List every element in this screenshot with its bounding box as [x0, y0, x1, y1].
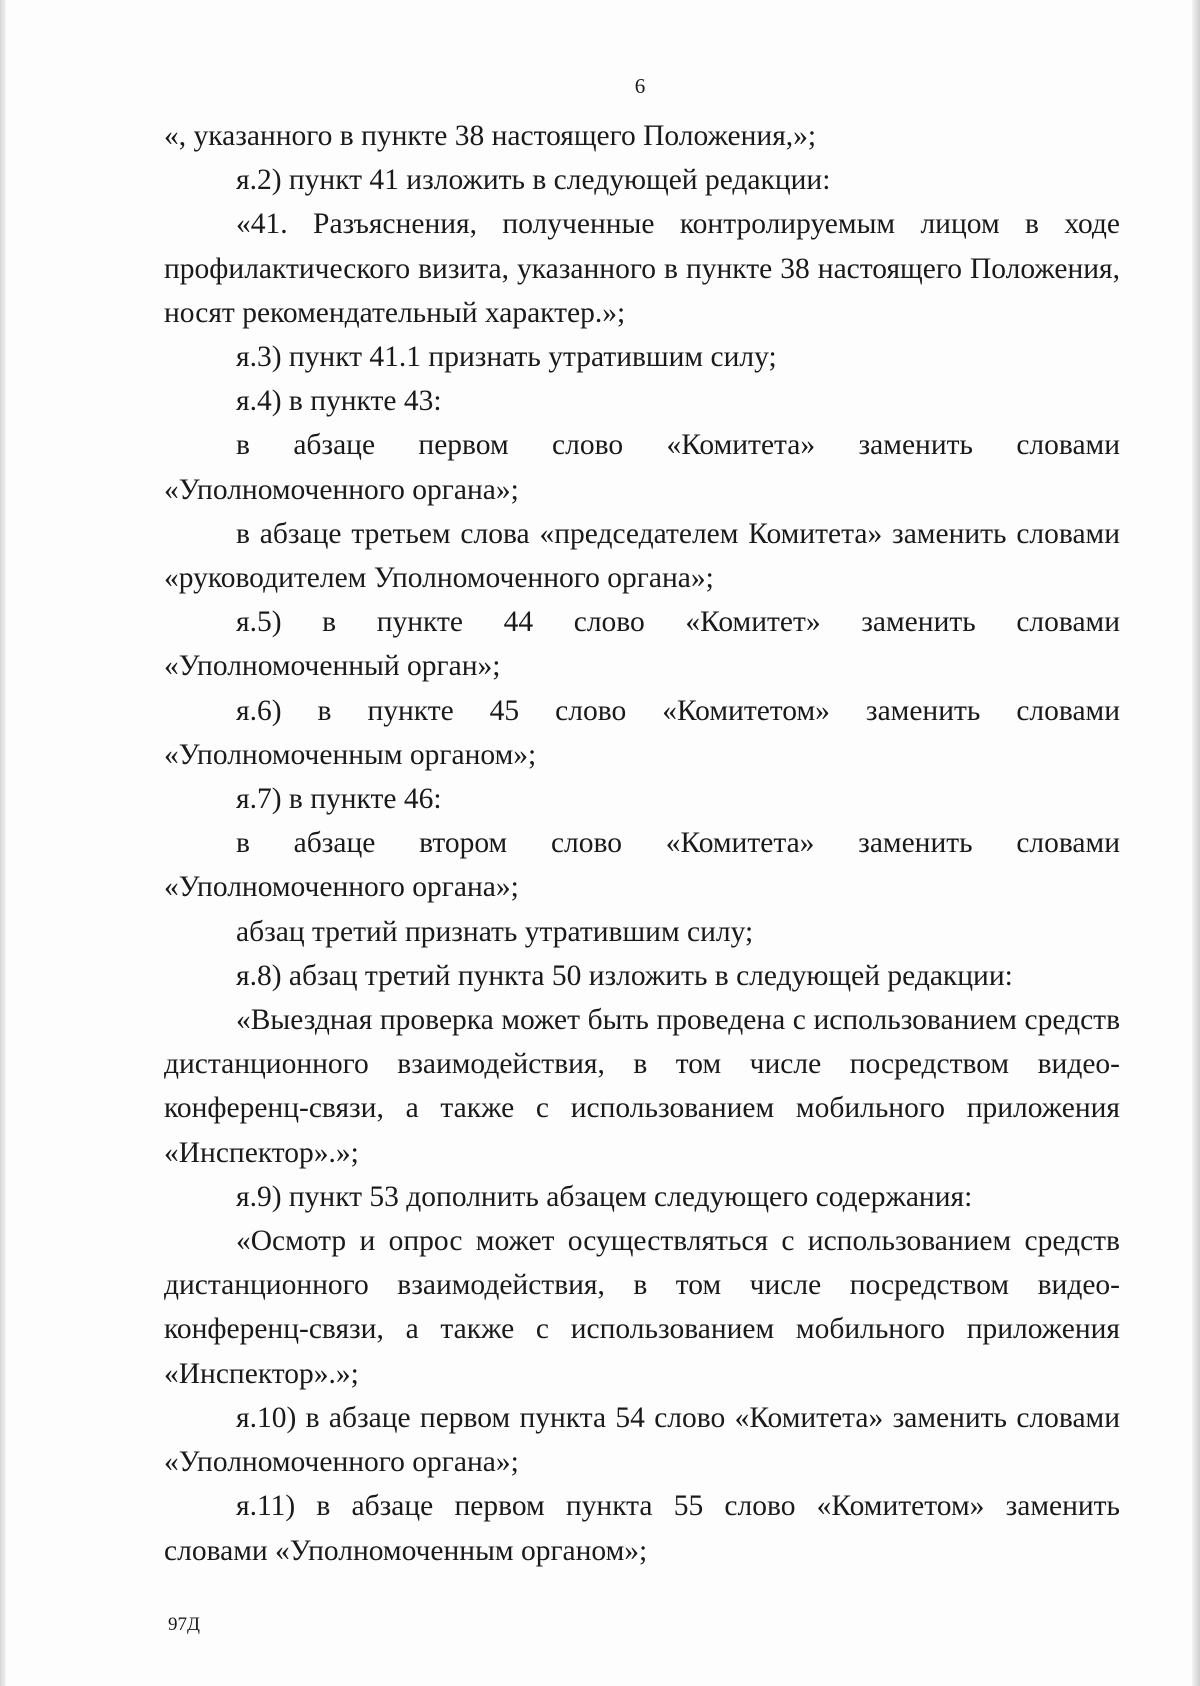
- paragraph-quote-field-inspection: «Выездная проверка может быть проведена с использованием средств дистанционного взаимодействия, в том числе посредством видео-конференц-связи, а также с использованием мобильного приложения «Инспектор».»;: [164, 1004, 1120, 1169]
- paragraph-ya7-third: абзац третий признать утратившим силу;: [236, 915, 754, 948]
- paragraph-quote-inspection-survey: «Осмотр и опрос может осуществляться с использованием средств дистанционного взаимодействия, в том числе посредством видео-конференц-связи, а также с использованием мобильного приложения «Инспектор».»;: [164, 1225, 1120, 1390]
- paragraph-item-ya8: я.8) абзац третий пункта 50 изложить в следующей редакции:: [236, 959, 1013, 992]
- scan-edge-left: [0, 0, 6, 1686]
- paragraph-ya4-first: в абзаце первом слово «Комитета» заменить словами «Уполномоченного органа»;: [164, 429, 1120, 506]
- paragraph-quote-41: «41. Разъяснения, полученные контролируемым лицом в ходе профилактического визита, указанного в пункте 38 настоящего Положения, носят рекомендательный характер.»;: [164, 208, 1120, 329]
- paragraph-ya7-second: в абзаце втором слово «Комитета» заменить словами «Уполномоченного органа»;: [164, 827, 1120, 904]
- paragraph-item-ya6: я.6) в пункте 45 слово «Комитетом» заменить словами «Уполномоченным органом»;: [164, 694, 1120, 771]
- paragraph-item-ya7: я.7) в пункте 46:: [236, 783, 442, 816]
- scan-edge-right: [1192, 0, 1200, 1686]
- footer-document-code: 97Д: [168, 1614, 200, 1635]
- paragraph-ya4-third: в абзаце третьем слова «председателем Комитета» заменить словами «руководителем Уполномоченного органа»;: [164, 517, 1120, 595]
- document-body: [164, 114, 1120, 1573]
- page-number: 6: [634, 74, 646, 98]
- paragraph-item-ya2: я.2) пункт 41 изложить в следующей редакции:: [236, 164, 831, 197]
- paragraph-item-ya5: я.5) в пункте 44 слово «Комитет» заменить словами «Уполномоченный орган»;: [164, 606, 1120, 683]
- paragraph-item-ya3: я.3) пункт 41.1 признать утратившим силу;: [236, 341, 777, 374]
- paragraph-item-ya4: я.4) в пункте 43:: [236, 385, 442, 418]
- paragraph-continuation: «, указанного в пункте 38 настоящего Положения,»;: [164, 120, 817, 152]
- paragraph-item-ya9: я.9) пункт 53 дополнить абзацем следующего содержания:: [236, 1180, 973, 1213]
- paragraph-item-ya10: я.10) в абзаце первом пункта 54 слово «Комитета» заменить словами «Уполномоченного органа»;: [164, 1401, 1120, 1479]
- paragraph-item-ya11: я.11) в абзаце первом пункта 55 слово «Комитетом» заменить словами «Уполномоченным органом»;: [164, 1490, 1120, 1567]
